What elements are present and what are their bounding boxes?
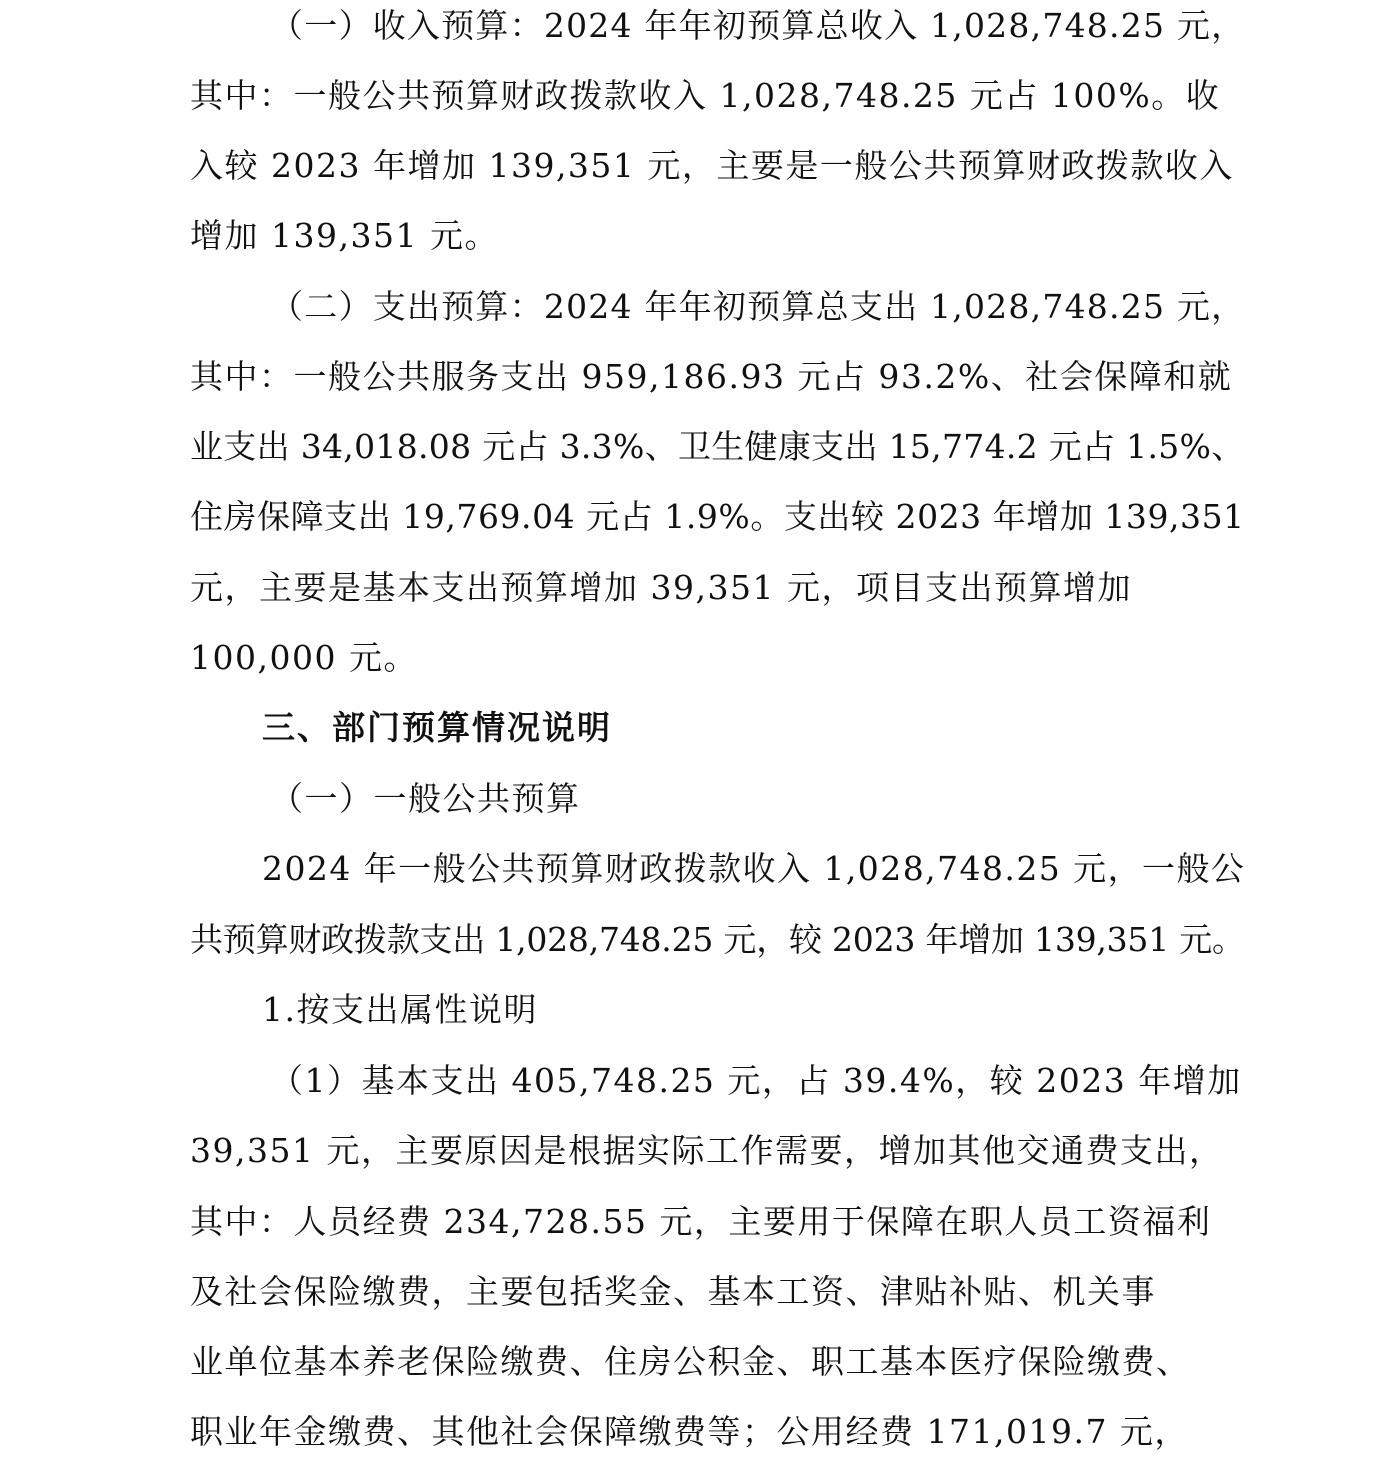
- expenditure-budget-line-2: 其中：一般公共服务支出 959,186.93 元占 93.2%、社会保障和就: [190, 357, 1233, 396]
- section-heading: 三、部门预算情况说明: [262, 708, 612, 747]
- basic-expenditure-line-4: 及社会保险缴费，主要包括奖金、基本工资、津贴补贴、机关事: [190, 1272, 1156, 1311]
- basic-expenditure-line-6: 职业年金缴费、其他社会保障缴费等；公用经费 171,019.7 元，: [190, 1412, 1189, 1451]
- subsection-heading: （一）一般公共预算: [270, 779, 581, 818]
- expenditure-budget-line-4: 住房保障支出 19,769.04 元占 1.9%。支出较 2023 年增加 139,351: [190, 497, 1245, 536]
- general-budget-line-2: 共预算财政拨款支出 1,028,748.25 元，较 2023 年增加 139,351 元。: [190, 920, 1245, 959]
- income-budget-line-1: （一）收入预算：2024 年年初预算总收入 1,028,748.25 元，: [270, 6, 1246, 45]
- expenditure-budget-line-3: 业支出 34,018.08 元占 3.3%、卫生健康支出 15,774.2 元占 1.5%、: [190, 427, 1245, 466]
- expenditure-budget-line-5: 元，主要是基本支出预算增加 39,351 元，项目支出预算增加: [190, 568, 1132, 607]
- basic-expenditure-line-2: 39,351 元，主要原因是根据实际工作需要，增加其他交通费支出，: [190, 1131, 1224, 1170]
- income-budget-line-4: 增加 139,351 元。: [190, 216, 499, 255]
- expenditure-budget-line-6: 100,000 元。: [190, 638, 418, 677]
- expenditure-attribute-heading: 1.按支出属性说明: [262, 990, 538, 1029]
- income-budget-line-2: 其中：一般公共预算财政拨款收入 1,028,748.25 元占 100%。收: [190, 76, 1221, 115]
- expenditure-budget-line-1: （二）支出预算：2024 年年初预算总支出 1,028,748.25 元，: [270, 287, 1246, 326]
- basic-expenditure-line-5: 业单位基本养老保险缴费、住房公积金、职工基本医疗保险缴费、: [190, 1342, 1191, 1381]
- basic-expenditure-line-1: （1）基本支出 405,748.25 元，占 39.4%，较 2023 年增加: [270, 1061, 1242, 1100]
- income-budget-line-3: 入较 2023 年增加 139,351 元，主要是一般公共预算财政拨款收入: [190, 146, 1234, 185]
- basic-expenditure-line-3: 其中：人员经费 234,728.55 元，主要用于保障在职人员工资福利: [190, 1202, 1212, 1241]
- general-budget-line-1: 2024 年一般公共预算财政拨款收入 1,028,748.25 元，一般公: [262, 849, 1246, 888]
